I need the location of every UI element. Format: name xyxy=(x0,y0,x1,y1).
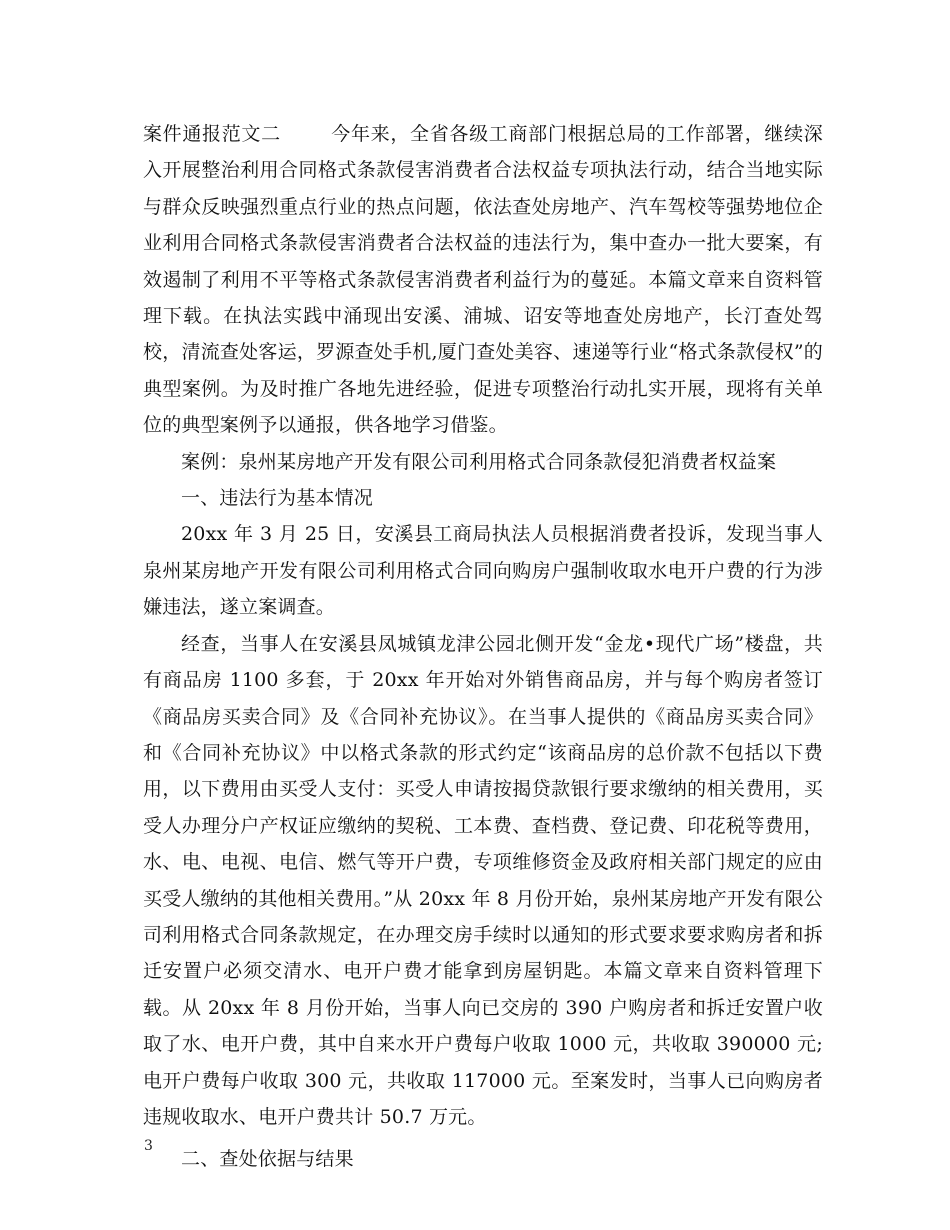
section-heading-1: 一、违法行为基本情况 xyxy=(181,487,374,510)
document-body xyxy=(143,116,823,1178)
document-title: 案件通报范文二 xyxy=(143,123,281,145)
intro-paragraph xyxy=(143,116,823,444)
body-paragraph-1: 20xx 年 3 月 25 日，安溪县工商局执法人员根据消费者投诉，发现当事人泉州某房地产开发有限公司利用格式合同向购房户强制收取水电开户费的行为涉嫌违法，遂立案调查。 xyxy=(143,523,823,619)
body-paragraph-2: 经查，当事人在安溪县凤城镇龙津公园北侧开发“金龙•现代广场”楼盘，共有商品房 1100 多套，于 20xx 年开始对外销售商品房，并与每个购房者签订《商品房买卖合同》及《合同补充协议》。在当事人提供的《商品房买卖合同》和《合同补充协议》中以格式条款的形式约定“该商品房的总价款不包括以下费用，以下费用由买受人支付：买受人申请按揭贷款银行要求缴纳的相关费用，买受人办理分户产权证应缴纳的契税、工本费、查档费、登记费、印花税等费用，水、电、电视、电信、燃气等开户费，专项维修资金及政府相关部门规定的应由买受人缴纳的其他相关费用。”从 20xx 年 8 月份开始，泉州某房地产开发有限公司利用格式合同条款规定，在办理交房手续时以通知的形式要求要求购房者和拆迁安置户必须交清水、电开户费才能拿到房屋钥匙。本篇文章来自资料管理下载。从 20xx 年 8 月份开始，当事人向已交房的 390 户购房者和拆迁安置户收取了水、电开户费，其中自来水开户费每户收取 1000 元，共收取 390000 元;电开户费每户收取 300 元，共收取 117000 元。至案发时，当事人已向购房者违规收取水、电开户费共计 50.7 万元。 xyxy=(143,632,823,1128)
case-title: 案例：泉州某房地产开发有限公司利用格式合同条款侵犯消费者权益案 xyxy=(181,450,777,473)
section-heading-2: 二、查处依据与结果 xyxy=(181,1148,354,1171)
page-number: 3 xyxy=(144,1138,153,1154)
intro-text: 今年来，全省各级工商部门根据总局的工作部署，继续深入开展整治利用合同格式条款侵害消费者合法权益专项执法行动，结合当地实际与群众反映强烈重点行业的热点问题，依法查处房地产、汽车驾校等强势地位企业利用合同格式条款侵害消费者合法权益的违法行为，集中查办一批大要案，有效遏制了利用不平等格式条款侵害消费者利益行为的蔓延。本篇文章来自资料管理下载。在执法实践中涌现出安溪、浦城、诏安等地查处房地产，长汀查处驾校，清流查处客运，罗源查处手机,厦门查处美容、速递等行业“格式条款侵权”的典型案例。为及时推广各地先进经验，促进专项整治行动扎实开展，现将有关单位的典型案例予以通报，供各地学习借鉴。 xyxy=(143,123,823,437)
